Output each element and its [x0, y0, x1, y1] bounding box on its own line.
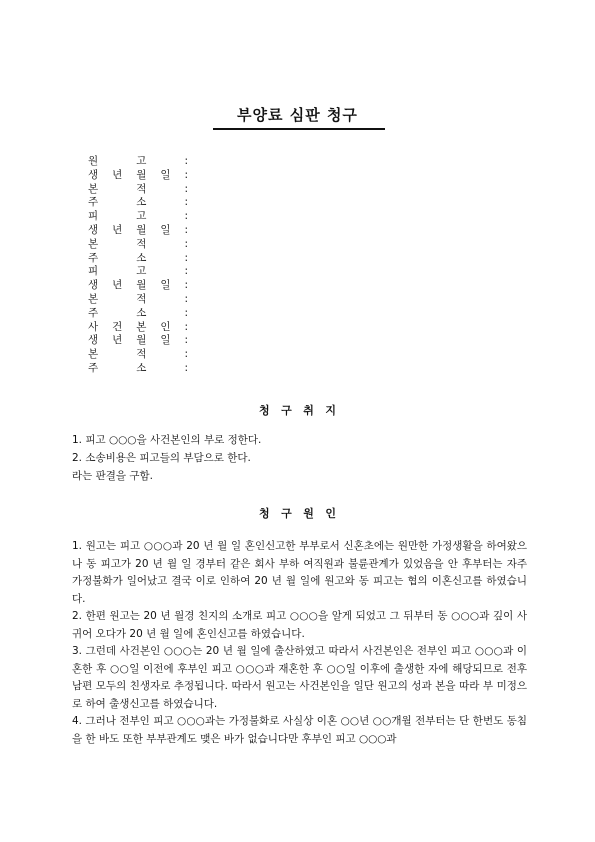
party-row — [88, 183, 188, 197]
page-title: 부양료 심판 청구 — [237, 106, 358, 124]
party-colon: : — [184, 155, 188, 167]
party-label-char: 월 — [136, 334, 147, 347]
party-row — [88, 334, 188, 348]
party-colon: : — [184, 237, 188, 250]
party-label-char: 고 — [136, 265, 147, 278]
party-row — [88, 279, 188, 293]
party-label-char: 월 — [136, 279, 147, 292]
party-label-char: 본 — [88, 182, 99, 195]
party-label-char: 적 — [136, 348, 147, 361]
party-colon: : — [184, 361, 188, 374]
party-label-char: 본 — [88, 237, 99, 250]
party-label-char: 생 — [88, 223, 99, 236]
party-colon: : — [184, 334, 188, 347]
party-label-char: 적 — [136, 237, 147, 250]
party-label-char: 년 — [112, 279, 123, 292]
party-row — [88, 196, 188, 210]
party-row — [88, 265, 188, 279]
party-row — [88, 293, 188, 307]
party-label-char: 본 — [136, 320, 147, 333]
party-label-char: 생 — [88, 334, 99, 347]
party-label-char: 일 — [160, 168, 171, 181]
claim-list — [72, 431, 532, 485]
party-colon: : — [184, 210, 188, 223]
party-label-char: 사 — [88, 320, 99, 333]
party-colon: : — [184, 182, 188, 195]
party-label-char: 고 — [136, 155, 147, 167]
party-colon: : — [184, 223, 188, 236]
party-row — [88, 224, 188, 238]
party-label-char: 일 — [160, 223, 171, 236]
party-colon: : — [184, 320, 188, 333]
party-row — [88, 169, 188, 183]
claim-heading: 청 구 취 지 — [259, 404, 336, 417]
party-label-char: 소 — [136, 306, 147, 319]
party-label-char: 소 — [136, 361, 147, 374]
party-label-char: 주 — [88, 361, 99, 374]
party-label-char: 생 — [88, 279, 99, 292]
party-label-char: 주 — [88, 306, 99, 319]
party-colon: : — [184, 168, 188, 181]
party-row — [88, 348, 188, 362]
party-label-char: 주 — [88, 196, 99, 209]
party-row — [88, 252, 188, 266]
party-label-char: 적 — [136, 182, 147, 195]
cause-paragraph: 1. 원고는 피고 ○○○과 20 년 월 일 혼인신고한 부부로서 신혼초에는 원만한 가정생활을 하여왔으나 동 피고가 20 년 월 일 경부터 같은 회사 부하 여직원과 불륜관계가 있었음을 안 후부터는 자주 가정불화가 일어났고 결국 이로 인하여 20 년 월 일에 원고와 동 피고는 협의 이혼신고를 하였습니다. — [72, 540, 527, 605]
claim-item: 2. 소송비용은 피고들의 부담으로 한다. — [72, 452, 251, 464]
party-label-char: 원 — [88, 155, 99, 167]
party-label-char: 소 — [136, 196, 147, 209]
party-list — [88, 155, 188, 376]
party-colon: : — [184, 292, 188, 305]
party-row — [88, 238, 188, 252]
party-label-char: 적 — [136, 292, 147, 305]
party-label-char: 본 — [88, 292, 99, 305]
party-colon: : — [184, 265, 188, 278]
party-label-char: 피 — [88, 265, 99, 278]
party-label-char: 생 — [88, 168, 99, 181]
cause-heading: 청 구 원 인 — [259, 507, 336, 520]
cause-paragraph: 4. 그러나 전부인 피고 ○○○과는 가정불화로 사실상 이혼 ○○년 ○○개월 전부터는 단 한번도 동침을 한 바도 또한 부부관계도 맺은 바가 없습니다만 후부인 피고 ○○○과 — [72, 715, 527, 745]
party-label-char: 고 — [136, 210, 147, 223]
party-label-char: 년 — [112, 223, 123, 236]
party-colon: : — [184, 251, 188, 264]
party-row — [88, 307, 188, 321]
party-label-char: 인 — [160, 320, 171, 333]
party-label-char: 본 — [88, 348, 99, 361]
party-label-char: 년 — [112, 168, 123, 181]
party-label-char: 일 — [160, 334, 171, 347]
party-label-char: 건 — [112, 320, 123, 333]
cause-body — [72, 538, 527, 748]
party-colon: : — [184, 279, 188, 292]
party-row — [88, 155, 188, 169]
party-label-char: 월 — [136, 168, 147, 181]
party-colon: : — [184, 196, 188, 209]
party-colon: : — [184, 306, 188, 319]
party-label-char: 주 — [88, 251, 99, 264]
party-colon: : — [184, 348, 188, 361]
claim-item: 1. 피고 ○○○을 사건본인의 부로 정한다. — [72, 434, 262, 446]
cause-paragraph: 3. 그런데 사건본인 ○○○는 20 년 월 일에 출산하였고 따라서 사건본인은 전부인 피고 ○○○과 이혼한 후 ○○일 이전에 후부인 피고 ○○○과 재혼한 후 ○○일 이후에 출생한 자에 해당되므로 전후 남편 모두의 친생자로 추정됩니다. 따라서 원고는 사건본인을 일단 원고의 성과 본을 따라 부 미정으로 하여 출생신고를 하였습니다. — [72, 645, 527, 710]
party-row — [88, 210, 188, 224]
cause-paragraph: 2. 한편 원고는 20 년 월경 친지의 소개로 피고 ○○○을 알게 되었고 그 뒤부터 동 ○○○과 깊이 사귀어 오다가 20 년 월 일에 혼인신고를 하였습니다. — [72, 610, 527, 640]
party-label-char: 일 — [160, 279, 171, 292]
party-label-char: 년 — [112, 334, 123, 347]
party-label-char: 월 — [136, 223, 147, 236]
title-underline — [213, 128, 385, 130]
claim-conclusion: 라는 판결을 구함. — [72, 470, 154, 482]
party-row — [88, 362, 188, 376]
party-row — [88, 321, 188, 335]
party-label-char: 소 — [136, 251, 147, 264]
party-label-char: 피 — [88, 210, 99, 223]
